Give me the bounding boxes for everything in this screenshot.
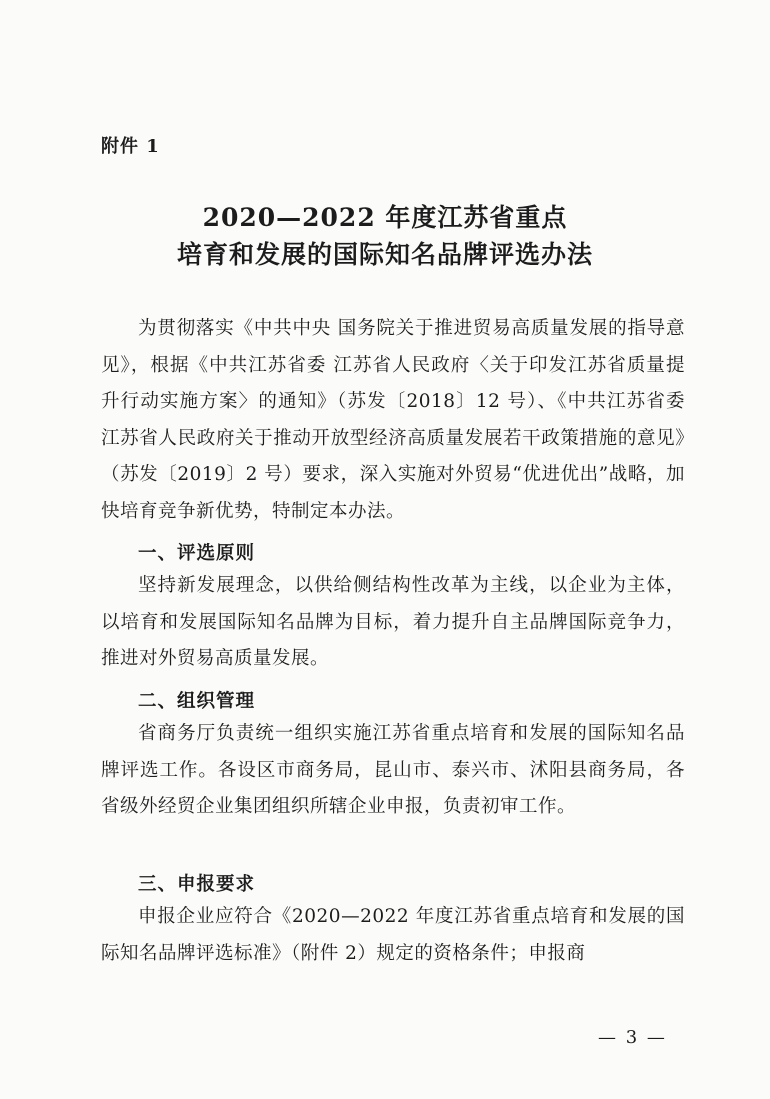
section-body-1: 坚持新发展理念，以供给侧结构性改革为主线，以企业为主体，以培育和发展国际知名品牌为目标，着力提升自主品牌国际竞争力，推进对外贸易高质量发展。: [101, 575, 685, 669]
section-heading-2: 二、组织管理: [138, 691, 256, 712]
section-body-3: 申报企业应符合《2020—2022 年度江苏省重点培育和发展的国际知名品牌评选标准》（附件 2）规定的资格条件；申报商: [101, 906, 685, 964]
title-line-2: 培育和发展的国际知名品牌评选办法: [176, 240, 593, 269]
attachment-label: 附件 1: [101, 136, 160, 157]
title-line-1: 2020—2022 年度江苏省重点: [202, 203, 568, 232]
page-number: — 3 —: [598, 1027, 667, 1048]
section-heading-3: 三、申报要求: [138, 874, 256, 895]
section-body-2: 省商务厅负责统一组织实施江苏省重点培育和发展的国际知名品牌评选工作。各设区市商务局，昆山市、泰兴市、沭阳县商务局，各省级外经贸企业集团组织所辖企业申报，负责初审工作。: [101, 723, 685, 817]
intro-paragraph: 为贯彻落实《中共中央 国务院关于推进贸易高质量发展的指导意见》，根据《中共江苏省委 江苏省人民政府〈关于印发江苏省质量提升行动实施方案〉的通知》（苏发〔2018〕12 号）、《中共江苏省委 江苏省人民政府关于推动开放型经济高质量发展若干政策措施的意见》（苏发〔2019〕2 号）要求，深入实施对外贸易“优进优出”战略，加快培育竞争新优势，特制定本办法。: [101, 318, 685, 522]
section-heading-1: 一、评选原则: [138, 543, 256, 564]
